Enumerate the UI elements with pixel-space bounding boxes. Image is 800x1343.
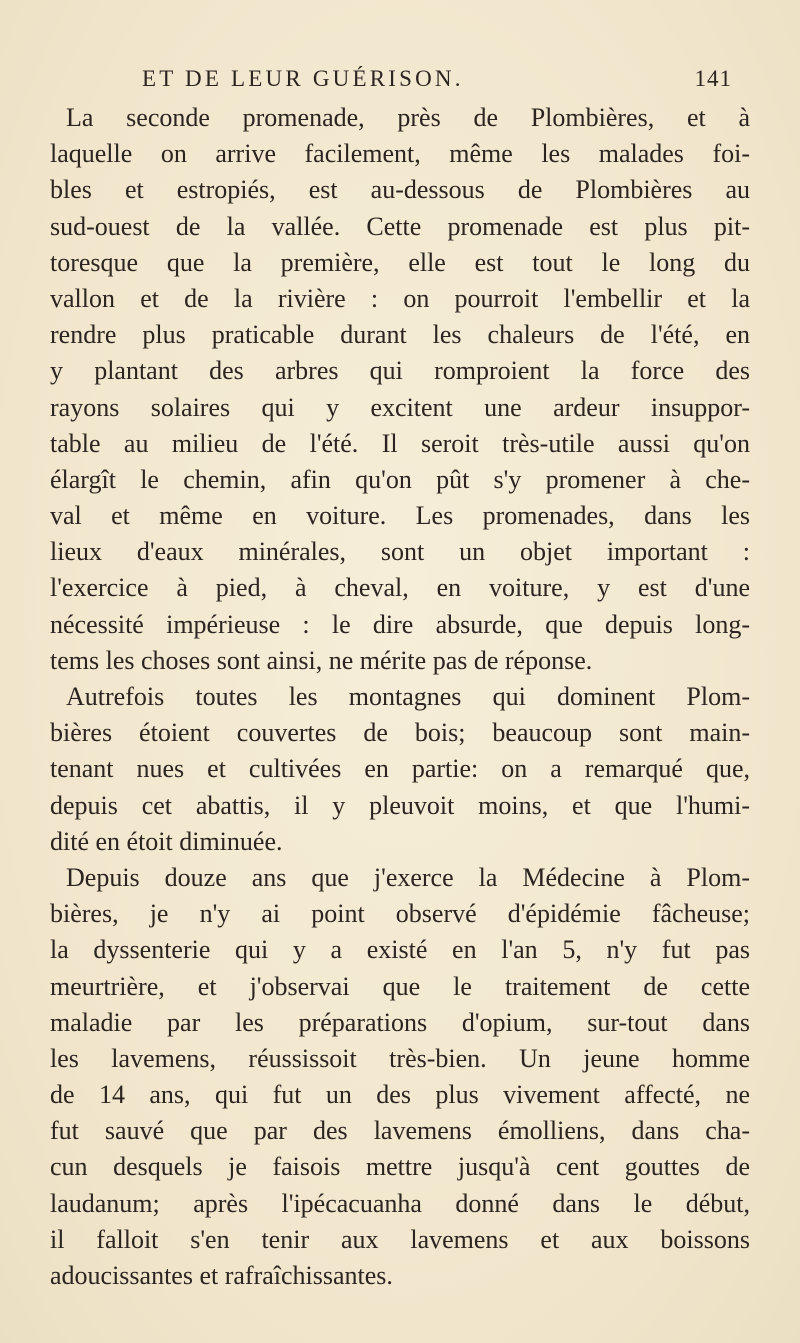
text-line: de 14 ans, qui fut un des plus vivement affecté, ne — [50, 1080, 750, 1110]
paragraph-2 — [50, 679, 750, 860]
text-line: Depuis douze ans que j'exerce la Médecine à Plom- — [66, 862, 750, 892]
text-line: la dyssenterie qui y a existé en l'an 5, n'y fut pas — [50, 935, 750, 965]
text-line: sud-ouest de la vallée. Cette promenade est plus pit- — [50, 211, 750, 241]
paragraph-3 — [50, 860, 750, 1294]
text-line: bières étoient couvertes de bois; beaucoup sont main- — [50, 718, 750, 748]
text-line: val et même en voiture. Les promenades, dans les — [50, 501, 750, 531]
text-line: laudanum; après l'ipécacuanha donné dans le début, — [50, 1188, 750, 1218]
text-line: depuis cet abattis, il y pleuvoit moins, et que l'humi- — [50, 790, 750, 820]
text-line: toresque que la première, elle est tout le long du — [50, 247, 750, 277]
text-line: les lavemens, réussissoit très-bien. Un jeune homme — [50, 1043, 750, 1073]
text-line: La seconde promenade, près de Plombières, et à — [66, 103, 750, 132]
text-line: adoucissantes et rafraîchissantes. — [50, 1261, 393, 1290]
text-line: bles et estropiés, est au-dessous de Plombières au — [50, 175, 750, 205]
text-line: élargît le chemin, afin qu'on pût s'y promener à che- — [50, 464, 750, 494]
running-head — [128, 66, 732, 100]
text-line: cun desquels je faisois mettre jusqu'à cent gouttes de — [50, 1152, 750, 1182]
paragraph-1 — [50, 100, 750, 679]
text-line: il falloit s'en tenir aux lavemens et aux boissons — [50, 1224, 750, 1254]
text-line: tems les choses sont ainsi, ne mérite pas de réponse. — [50, 645, 593, 675]
text-line: table au milieu de l'été. Il seroit très-utile aussi qu'on — [50, 428, 750, 458]
text-line: y plantant des arbres qui romproient la force des — [50, 356, 750, 386]
running-head-title: ET DE LEUR GUÉRISON. — [142, 66, 464, 91]
text-line: rayons solaires qui y excitent une ardeur insuppor- — [50, 392, 750, 422]
text-line: nécessité impérieuse : le dire absurde, que depuis long- — [50, 609, 750, 639]
text-line: maladie par les préparations d'opium, sur-tout dans — [50, 1007, 750, 1037]
text-line: meurtrière, et j'observai que le traitement de cette — [50, 971, 750, 1001]
text-line: vallon et de la rivière : on pourroit l'embellir et la — [50, 283, 750, 313]
text-line: tenant nues et cultivées en partie: on a remarqué que, — [50, 754, 750, 784]
text-line: lieux d'eaux minérales, sont un objet important : — [50, 537, 750, 567]
text-line: bières, je n'y ai point observé d'épidémie fâcheuse; — [50, 899, 750, 929]
text-line: fut sauvé que par des lavemens émolliens, dans cha- — [50, 1116, 750, 1146]
page-number: 141 — [694, 66, 732, 91]
text-line: laquelle on arrive facilement, même les malades foi- — [50, 139, 750, 169]
text-line: Autrefois toutes les montagnes qui dominent Plom- — [66, 682, 750, 711]
text-line: l'exercice à pied, à cheval, en voiture, y est d'une — [50, 573, 750, 603]
body-text — [50, 100, 750, 1294]
text-line: rendre plus praticable durant les chaleurs de l'été, en — [50, 320, 750, 350]
text-line: dité en étoit diminuée. — [50, 826, 283, 856]
